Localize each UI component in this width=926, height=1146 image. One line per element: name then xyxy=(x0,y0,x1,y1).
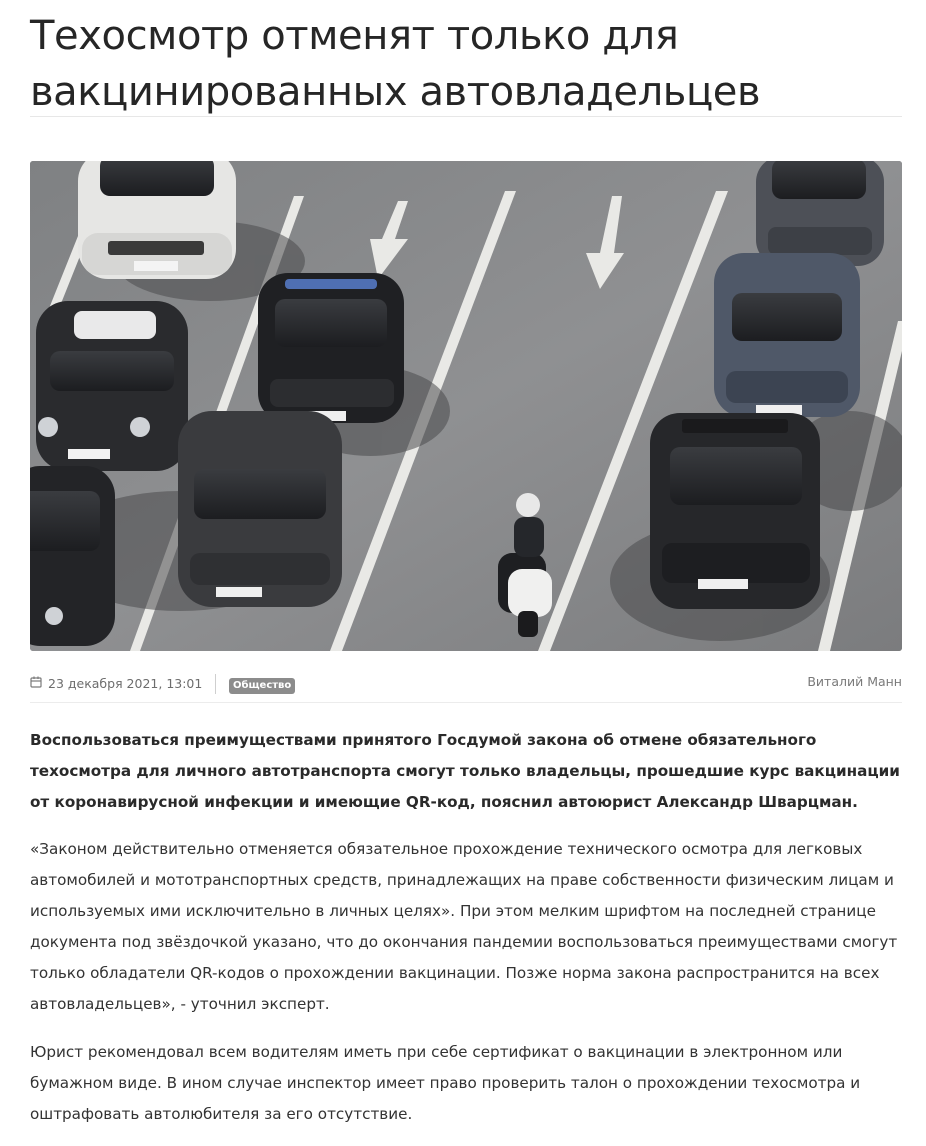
article-meta xyxy=(30,672,902,696)
publish-date: 23 декабря 2021, 13:01 xyxy=(48,676,203,691)
calendar-icon xyxy=(30,676,42,688)
article-title: Техосмотр отменят только для вакцинированных автовладельцев xyxy=(30,13,761,115)
article-photo xyxy=(30,161,902,651)
meta-separator xyxy=(215,674,216,694)
article-lead: Воспользоваться преимуществами принятого Госдумой закона об отмене обязательного техосмотра для личного автотранспорта смогут только владельцы, прошедшие курс вакцинации от коронавирусной инфекции и имеющие QR-код, пояснил автоюрист Александр Шварцман. xyxy=(30,731,900,811)
title-divider xyxy=(30,116,902,117)
category-tag[interactable]: Общество xyxy=(229,678,295,694)
meta-divider xyxy=(30,702,902,703)
author-name[interactable]: Виталий Манн xyxy=(807,674,902,689)
article-paragraph: «Законом действительно отменяется обязательное прохождение технического осмотра для легковых автомобилей и мототранспортных средств, принадлежащих на праве собственности физическим лицам и используемых ими исключительно в личных целях». При этом мелким шрифтом на последней странице документа под звёздочкой указано, что до окончания пандемии воспользоваться преимуществами смогут только обладатели QR-кодов о прохождении вакцинации. Позже норма закона распространится на всех автовладельцев», - уточнил эксперт. xyxy=(30,840,898,1013)
article-paragraph: Юрист рекомендовал всем водителям иметь при себе сертификат о вакцинации в электронном или бумажном виде. В ином случае инспектор имеет право проверить талон о прохождении техосмотра и оштрафовать автолюбителя за его отсутствие. xyxy=(30,1043,861,1123)
